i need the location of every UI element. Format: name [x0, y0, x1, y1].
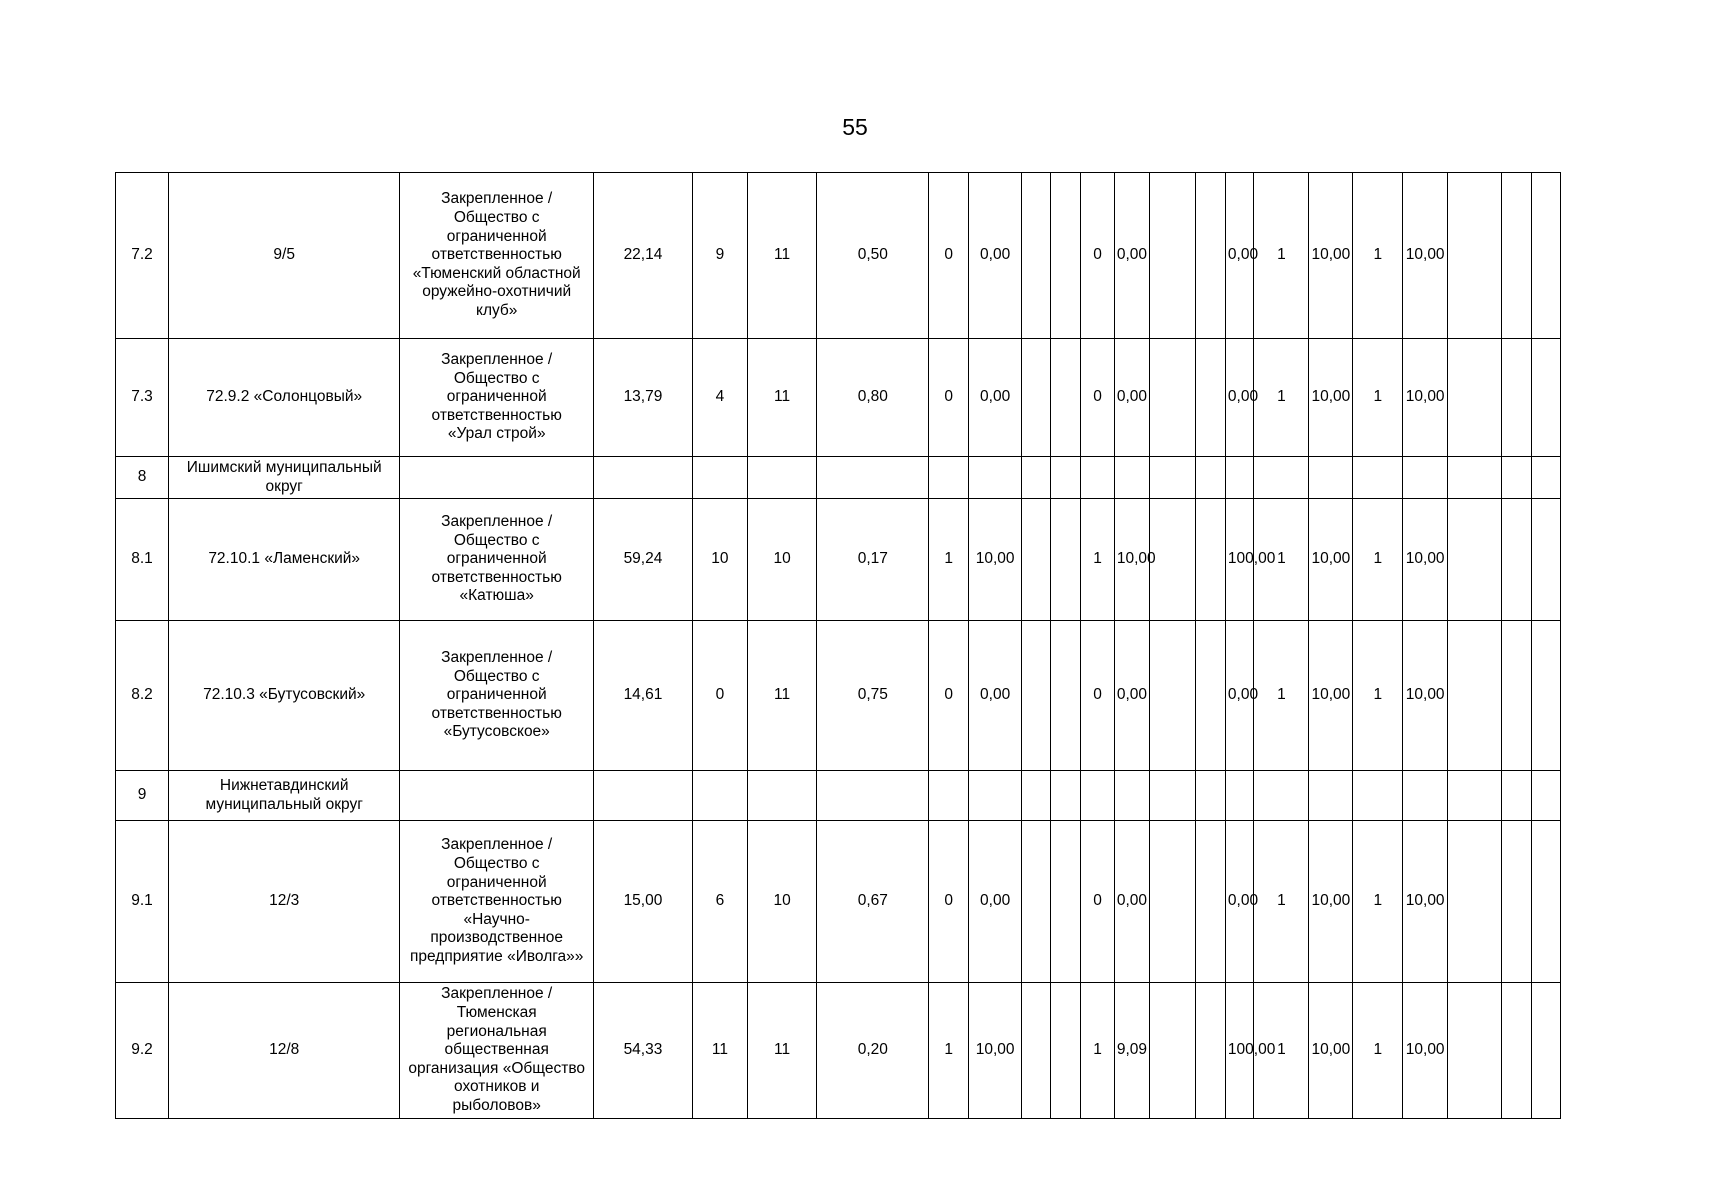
empty-cell: [1050, 173, 1081, 339]
indicator-cell: 0: [1081, 821, 1115, 983]
empty-cell: [1149, 771, 1196, 821]
indicator-cell: 1: [1254, 983, 1309, 1119]
score-cell: 0,00: [969, 621, 1022, 771]
row-number-cell: 8: [116, 457, 169, 499]
ratio-cell: 0,17: [817, 499, 929, 621]
count-a-cell: 10: [692, 499, 747, 621]
empty-cell: [1502, 621, 1532, 771]
score-cell: 10,00: [1309, 173, 1353, 339]
organization-line: ограниченной: [446, 227, 547, 245]
score-cell: 10,00: [1403, 339, 1448, 457]
empty-cell: [1196, 821, 1226, 983]
score-cell: [1114, 771, 1149, 821]
indicator-cell: 1: [1353, 339, 1403, 457]
empty-cell: [1502, 173, 1532, 339]
indicator-cell: [929, 771, 969, 821]
organization-line: клуб»: [475, 301, 518, 319]
row-number-cell: 7.3: [116, 339, 169, 457]
score-cell: [1309, 457, 1353, 499]
empty-cell: [1448, 771, 1502, 821]
indicator-cell: 1: [1353, 621, 1403, 771]
empty-cell: [1196, 457, 1226, 499]
score-cell: 0,00: [969, 173, 1022, 339]
percent-cell: 0,00: [1225, 339, 1254, 457]
empty-cell: [1022, 821, 1051, 983]
indicator-cell: [1353, 457, 1403, 499]
organization-cell: [400, 173, 594, 339]
score-cell: 9,09: [1114, 983, 1149, 1119]
ratio-cell: 0,50: [817, 173, 929, 339]
indicator-cell: 0: [929, 621, 969, 771]
count-a-cell: 6: [692, 821, 747, 983]
table-row: [116, 983, 1593, 1119]
count-b-cell: [747, 771, 816, 821]
empty-cell: [1531, 821, 1561, 983]
empty-cell: [1196, 621, 1226, 771]
empty-cell: [1448, 457, 1502, 499]
indicator-cell: 0: [1081, 173, 1115, 339]
score-cell: 10,00: [1403, 173, 1448, 339]
count-a-cell: 11: [692, 983, 747, 1119]
score-cell: 10,00: [1309, 621, 1353, 771]
ratio-cell: [817, 457, 929, 499]
empty-cell: [1448, 983, 1502, 1119]
indicator-cell: 0: [929, 821, 969, 983]
organization-line: ответственностью: [431, 568, 562, 586]
empty-cell: [1022, 173, 1051, 339]
empty-cell: [1196, 173, 1226, 339]
score-cell: 10,00: [969, 983, 1022, 1119]
percent-cell: 100,00: [1225, 499, 1254, 621]
empty-cell: [1050, 339, 1081, 457]
ratio-cell: 0,75: [817, 621, 929, 771]
empty-cell: [1502, 499, 1532, 621]
score-cell: [969, 771, 1022, 821]
empty-cell: [1502, 983, 1532, 1119]
indicator-cell: [1254, 771, 1309, 821]
indicator-cell: 1: [1081, 499, 1115, 621]
organization-line: предприятие «Иволга»»: [410, 947, 584, 965]
empty-cell: [1022, 621, 1051, 771]
empty-cell: [1448, 821, 1502, 983]
organization-line: «Бутусовское»: [443, 723, 550, 741]
score-cell: 0,00: [1114, 621, 1149, 771]
organization-line: оружейно-охотничий: [422, 283, 572, 301]
area-cell: 15,00: [594, 821, 693, 983]
table-row: [116, 499, 1593, 621]
hunting-ground-name-cell: 72.9.2 «Солонцовый»: [169, 339, 400, 457]
indicator-cell: [1081, 771, 1115, 821]
count-a-cell: [692, 457, 747, 499]
organization-line: рыболовов»: [452, 1096, 541, 1114]
score-cell: 10,00: [1403, 983, 1448, 1119]
score-cell: [1403, 771, 1448, 821]
empty-cell: [1022, 339, 1051, 457]
organization-line: Закрепленное /: [441, 649, 553, 667]
count-a-cell: 0: [692, 621, 747, 771]
row-number-cell: 8.2: [116, 621, 169, 771]
empty-cell: [1050, 771, 1081, 821]
score-cell: 0,00: [969, 821, 1022, 983]
empty-cell: [1448, 621, 1502, 771]
empty-cell: [1531, 983, 1561, 1119]
empty-cell: [1050, 457, 1081, 499]
indicator-cell: 1: [1254, 173, 1309, 339]
row-number-cell: 9.2: [116, 983, 169, 1119]
table-row: [116, 173, 1593, 339]
empty-cell: [1149, 499, 1196, 621]
empty-cell: [1050, 821, 1081, 983]
organization-line: Закрепленное /: [441, 985, 553, 1003]
empty-cell: [1149, 457, 1196, 499]
score-cell: 10,00: [1403, 821, 1448, 983]
empty-cell: [1531, 499, 1561, 621]
score-cell: 10,00: [969, 499, 1022, 621]
indicator-cell: 1: [1353, 983, 1403, 1119]
area-cell: 13,79: [594, 339, 693, 457]
indicator-cell: [1081, 457, 1115, 499]
indicator-cell: 0: [929, 173, 969, 339]
score-cell: 0,00: [1114, 821, 1149, 983]
empty-cell: [1050, 621, 1081, 771]
organization-cell: [400, 621, 594, 771]
organization-line: ответственностью: [431, 246, 562, 264]
organization-cell: [400, 821, 594, 983]
ratio-cell: 0,80: [817, 339, 929, 457]
count-b-cell: [747, 457, 816, 499]
organization-line: ограниченной: [446, 873, 547, 891]
indicator-cell: 1: [1081, 983, 1115, 1119]
organization-line: «Научно-: [463, 910, 530, 928]
score-cell: [969, 457, 1022, 499]
empty-cell: [1502, 339, 1532, 457]
organization-cell: [400, 457, 594, 499]
indicator-cell: 1: [1254, 821, 1309, 983]
row-number-cell: 9.1: [116, 821, 169, 983]
hunting-ground-name-cell: Ишимский муниципальный округ: [169, 457, 400, 499]
count-b-cell: 10: [747, 499, 816, 621]
area-cell: 22,14: [594, 173, 693, 339]
hunting-ground-name-cell: Нижнетавдинский муниципальный округ: [169, 771, 400, 821]
row-number-cell: 9: [116, 771, 169, 821]
empty-cell: [1502, 821, 1532, 983]
organization-line: Закрепленное /: [441, 351, 553, 369]
hunting-ground-name-cell: 12/8: [169, 983, 400, 1119]
area-cell: 59,24: [594, 499, 693, 621]
organization-line: ограниченной: [446, 550, 547, 568]
empty-cell: [1149, 983, 1196, 1119]
hunting-ground-name-cell: 12/3: [169, 821, 400, 983]
organization-cell: [400, 339, 594, 457]
organization-cell: [400, 771, 594, 821]
empty-cell: [1196, 771, 1226, 821]
indicator-cell: 0: [1081, 621, 1115, 771]
empty-cell: [1050, 983, 1081, 1119]
organization-line: общественная: [444, 1041, 549, 1059]
score-cell: 0,00: [969, 339, 1022, 457]
empty-cell: [1196, 499, 1226, 621]
organization-line: Тюменская: [456, 1004, 537, 1022]
count-b-cell: 10: [747, 821, 816, 983]
organization-line: ограниченной: [446, 388, 547, 406]
score-cell: 10,00: [1309, 339, 1353, 457]
empty-cell: [1149, 821, 1196, 983]
percent-cell: 0,00: [1225, 821, 1254, 983]
score-cell: 10,00: [1309, 499, 1353, 621]
organization-line: Закрепленное /: [441, 836, 553, 854]
table-row: [116, 821, 1593, 983]
empty-cell: [1531, 173, 1561, 339]
organization-line: Общество с: [453, 369, 540, 387]
indicator-cell: 1: [1353, 499, 1403, 621]
ratio-cell: 0,20: [817, 983, 929, 1119]
organization-line: Закрепленное /: [441, 513, 553, 531]
organization-line: ответственностью: [431, 704, 562, 722]
score-cell: 10,00: [1309, 821, 1353, 983]
indicator-cell: 1: [929, 499, 969, 621]
empty-cell: [1022, 499, 1051, 621]
organization-line: Общество с: [453, 209, 540, 227]
score-cell: [1403, 457, 1448, 499]
table-row: [116, 621, 1593, 771]
empty-cell: [1502, 457, 1532, 499]
score-cell: 10,00: [1114, 499, 1149, 621]
row-number-cell: 8.1: [116, 499, 169, 621]
count-a-cell: [692, 771, 747, 821]
percent-cell: 100,00: [1225, 983, 1254, 1119]
indicator-cell: [1353, 771, 1403, 821]
page-number: 55: [842, 114, 868, 140]
empty-cell: [1531, 339, 1561, 457]
indicator-cell: 0: [929, 339, 969, 457]
percent-cell: [1225, 457, 1254, 499]
area-cell: 14,61: [594, 621, 693, 771]
organization-line: «Урал строй»: [447, 425, 546, 443]
score-cell: 10,00: [1309, 983, 1353, 1119]
empty-cell: [1149, 339, 1196, 457]
organization-cell: [400, 983, 594, 1119]
count-a-cell: 4: [692, 339, 747, 457]
indicator-cell: 1: [1254, 339, 1309, 457]
percent-cell: [1225, 771, 1254, 821]
organization-line: «Тюменский областной: [412, 264, 581, 282]
area-cell: 54,33: [594, 983, 693, 1119]
empty-cell: [1531, 457, 1561, 499]
ratio-cell: [817, 771, 929, 821]
hunting-ground-name-cell: 72.10.3 «Бутусовский»: [169, 621, 400, 771]
organization-line: Общество с: [453, 667, 540, 685]
score-cell: 0,00: [1114, 173, 1149, 339]
indicator-cell: 1: [929, 983, 969, 1119]
empty-cell: [1022, 983, 1051, 1119]
indicator-cell: 1: [1353, 173, 1403, 339]
organization-line: ответственностью: [431, 892, 562, 910]
empty-cell: [1196, 339, 1226, 457]
count-b-cell: 11: [747, 173, 816, 339]
empty-cell: [1448, 339, 1502, 457]
area-cell: [594, 457, 693, 499]
organization-line: Общество с: [453, 855, 540, 873]
organization-line: производственное: [430, 929, 564, 947]
empty-cell: [1196, 983, 1226, 1119]
count-b-cell: 11: [747, 339, 816, 457]
hunting-grounds-table: [115, 172, 1593, 1119]
empty-cell: [1531, 771, 1561, 821]
hunting-ground-name-cell: 72.10.1 «Ламенский»: [169, 499, 400, 621]
table-row: [116, 457, 1593, 499]
organization-line: охотников и: [454, 1078, 540, 1096]
score-cell: [1114, 457, 1149, 499]
empty-cell: [1531, 621, 1561, 771]
count-b-cell: 11: [747, 621, 816, 771]
indicator-cell: 1: [1353, 821, 1403, 983]
score-cell: 10,00: [1403, 499, 1448, 621]
score-cell: [1309, 771, 1353, 821]
count-b-cell: 11: [747, 983, 816, 1119]
organization-line: ответственностью: [431, 406, 562, 424]
hunting-ground-name-cell: 9/5: [169, 173, 400, 339]
organization-line: «Катюша»: [459, 587, 534, 605]
score-cell: 10,00: [1403, 621, 1448, 771]
empty-cell: [1502, 771, 1532, 821]
empty-cell: [1448, 173, 1502, 339]
score-cell: 0,00: [1114, 339, 1149, 457]
row-number-cell: 7.2: [116, 173, 169, 339]
empty-cell: [1149, 173, 1196, 339]
organization-line: Закрепленное /: [441, 190, 553, 208]
empty-cell: [1022, 457, 1051, 499]
indicator-cell: 1: [1254, 499, 1309, 621]
organization-cell: [400, 499, 594, 621]
percent-cell: 0,00: [1225, 173, 1254, 339]
organization-line: ограниченной: [446, 686, 547, 704]
empty-cell: [1149, 621, 1196, 771]
percent-cell: 0,00: [1225, 621, 1254, 771]
organization-line: Общество с: [453, 531, 540, 549]
indicator-cell: [929, 457, 969, 499]
empty-cell: [1022, 771, 1051, 821]
indicator-cell: 0: [1081, 339, 1115, 457]
organization-line: организация «Общество: [408, 1059, 586, 1077]
empty-cell: [1050, 499, 1081, 621]
table-row: [116, 339, 1593, 457]
organization-line: региональная: [446, 1022, 547, 1040]
ratio-cell: 0,67: [817, 821, 929, 983]
indicator-cell: [1254, 457, 1309, 499]
count-a-cell: 9: [692, 173, 747, 339]
table-row: [116, 771, 1593, 821]
indicator-cell: 1: [1254, 621, 1309, 771]
area-cell: [594, 771, 693, 821]
empty-cell: [1448, 499, 1502, 621]
